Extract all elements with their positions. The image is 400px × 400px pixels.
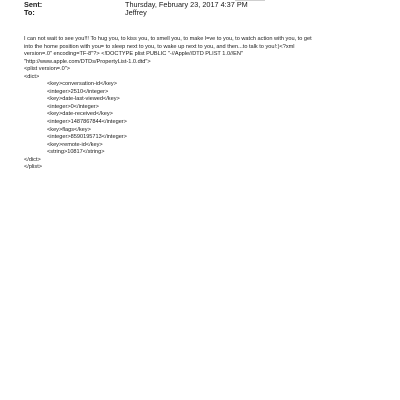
message-body — [24, 36, 382, 172]
plist-entry-line: <integer>8590195713</integer> — [47, 134, 127, 141]
plist-entry-line: <integer>0</integer> — [47, 103, 99, 110]
body-line: "http://www.apple.com/DTDs/PropertyList-1.0.dtd"> — [24, 58, 151, 65]
plist-entry-line: <integer>2510</integer> — [47, 88, 109, 95]
body-line: I can not wait to see you!!! To hug you, to kiss you, to smell you, to make l=ve to you, to watch action with you, to get — [24, 36, 312, 42]
body-line: into the home position with you= to sleep next to you, to wake up next to you, and then...to talk to you!:)<?xml — [24, 43, 295, 50]
plist-entry-line: <key>date-last-viewed</key> — [47, 96, 120, 103]
dict-close-line: </dict> — [24, 156, 41, 163]
to-value: Jeffrey — [125, 8, 147, 17]
sent-value: Thursday, February 23, 2017 4:37 PM — [125, 0, 248, 9]
body-line: version=.0" encoding=TF-8"?> <!DOCTYPE plist PUBLIC "-//Apple//DTD PLIST 1.0//EN" — [24, 51, 243, 58]
plist-entry-line: <integer>1487867844</integer> — [47, 119, 127, 126]
plist-entry-line: <key>date-received</key> — [47, 111, 113, 118]
plist-open-line: <plist version=.0"> — [24, 66, 70, 73]
plist-entry-line: <string>10817</string> — [47, 149, 105, 156]
plist-entry-line: <key>conversation-id</key> — [47, 81, 117, 88]
plist-entry-line: <key>remote-id</key> — [47, 141, 103, 148]
sent-label: Sent: — [24, 0, 43, 9]
plist-entry-line: <key>flags</key> — [47, 126, 91, 133]
plist-close-line: </plist> — [24, 164, 43, 171]
dict-open-line: <dict> — [24, 73, 40, 80]
to-label: To: — [24, 8, 35, 17]
